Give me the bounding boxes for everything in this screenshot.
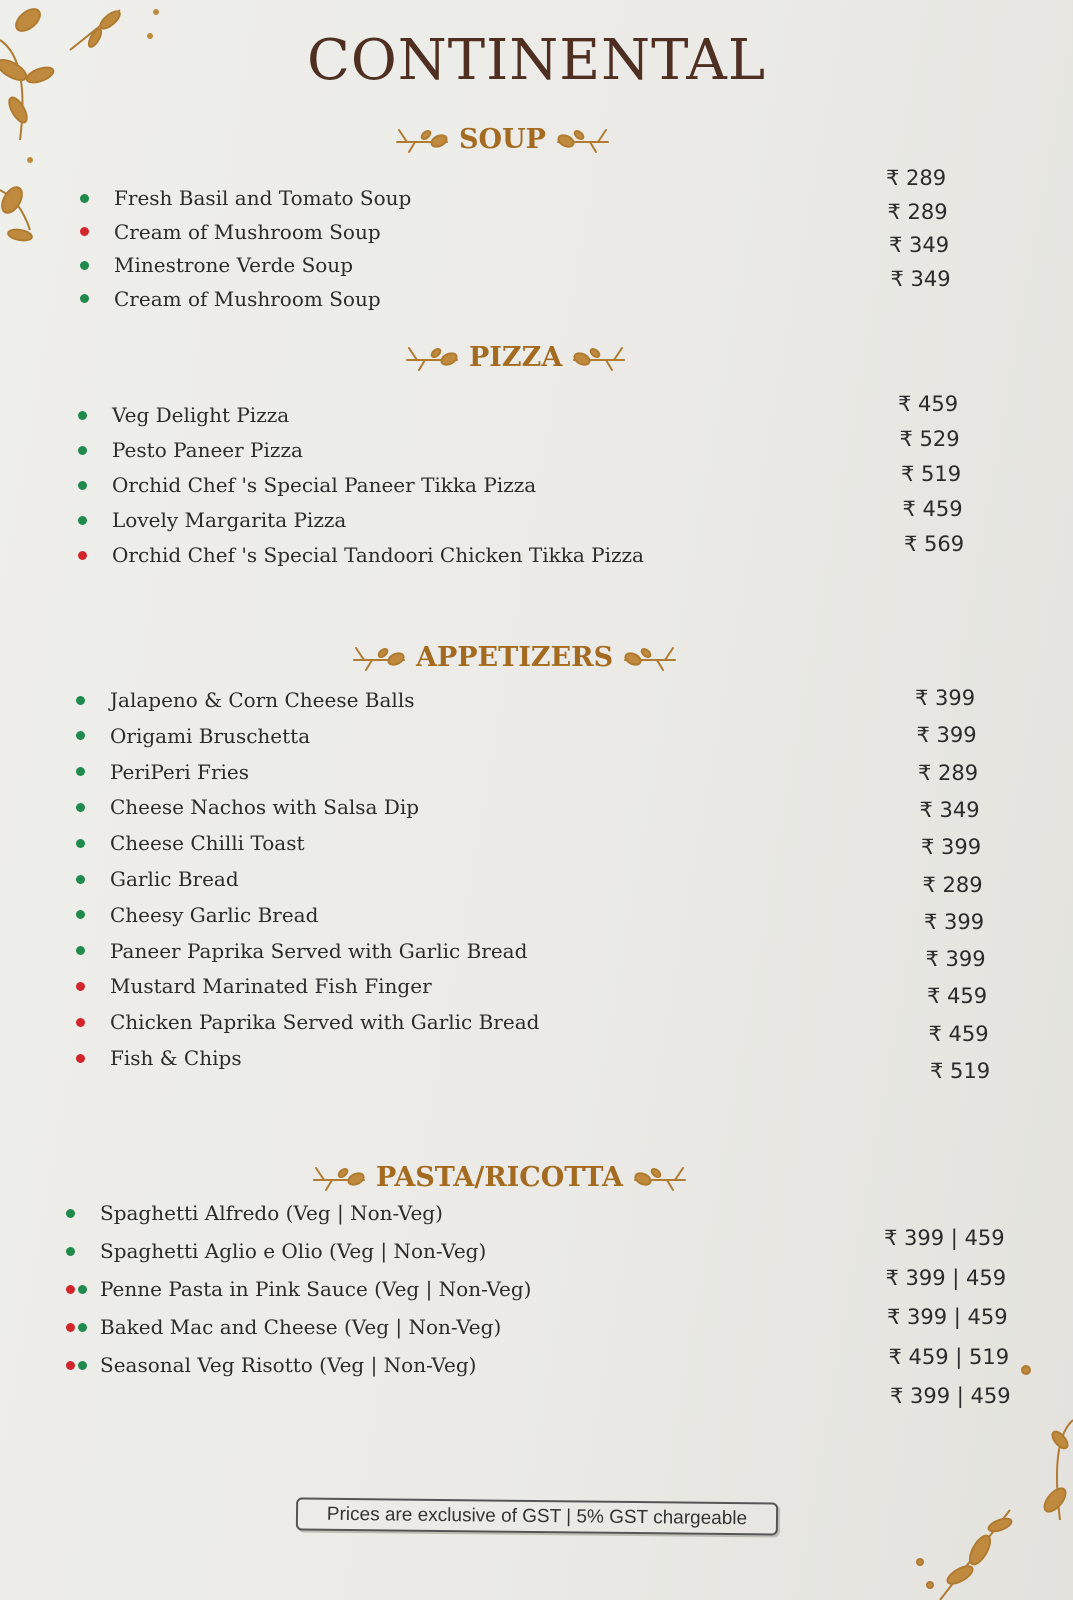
diet-indicator xyxy=(76,875,110,884)
menu-item-name: Cheese Nachos with Salsa Dip xyxy=(110,795,420,820)
menu-item xyxy=(78,543,644,567)
veg-dot-icon xyxy=(66,1209,75,1218)
menu-item-price: ₹ 519 xyxy=(901,462,962,486)
veg-dot-icon xyxy=(78,481,87,490)
veg-dot-icon xyxy=(78,446,87,455)
menu-item-price: ₹ 399 xyxy=(916,723,977,748)
menu-item-name: Chicken Paprika Served with Garlic Bread xyxy=(110,1010,540,1035)
menu-item-name: Minestrone Verde Soup xyxy=(114,253,353,277)
section-title-pasta-ricotta xyxy=(310,1160,689,1194)
menu-item-price: ₹ 399 xyxy=(924,909,985,934)
veg-dot-icon xyxy=(76,803,85,812)
leaf-sprig-icon xyxy=(554,122,612,156)
menu-item xyxy=(78,508,346,532)
section-title-label: SOUP xyxy=(459,123,546,155)
menu-item xyxy=(76,795,419,819)
menu-item-name: Cream of Mushroom Soup xyxy=(114,286,381,311)
menu-item-price: ₹ 349 xyxy=(889,233,950,257)
menu-item xyxy=(78,473,536,497)
diet-indicator xyxy=(76,1054,110,1063)
nonveg-dot-icon xyxy=(78,551,87,560)
menu-item xyxy=(80,220,381,244)
nonveg-dot-icon xyxy=(76,982,85,991)
diet-indicator xyxy=(80,261,114,270)
menu-item xyxy=(80,253,353,277)
leaf-sprig-icon xyxy=(350,640,408,674)
menu-item-name: Orchid Chef 's Special Paneer Tikka Pizza xyxy=(112,473,537,497)
leaf-sprig-icon xyxy=(631,1160,689,1194)
menu-item xyxy=(78,403,289,427)
menu-item-name: Garlic Bread xyxy=(110,867,239,891)
leaf-sprig-icon xyxy=(393,122,451,156)
menu-item xyxy=(76,760,249,784)
menu-item-name: Paneer Paprika Served with Garlic Bread xyxy=(110,938,528,963)
veg-dot-icon xyxy=(78,1285,87,1294)
menu-item-name: Jalapeno & Corn Cheese Balls xyxy=(110,688,415,712)
veg-dot-icon xyxy=(76,696,85,705)
menu-item-name: Baked Mac and Cheese (Veg | Non-Veg) xyxy=(100,1315,502,1339)
menu-item-price: ₹ 289 xyxy=(918,760,979,785)
menu-item-name: Cream of Mushroom Soup xyxy=(114,219,381,244)
diet-indicator xyxy=(76,767,110,776)
veg-dot-icon xyxy=(78,1323,87,1332)
menu-item-name: Pesto Paneer Pizza xyxy=(112,438,303,462)
menu-item-price: ₹ 289 xyxy=(922,872,983,897)
diet-indicator xyxy=(80,194,114,203)
section-title-label: PASTA/RICOTTA xyxy=(376,1161,623,1193)
section-title-soup xyxy=(393,122,612,156)
menu-item-name: Lovely Margarita Pizza xyxy=(112,508,347,532)
diet-indicator xyxy=(66,1361,100,1370)
gst-note: Prices are exclusive of GST | 5% GST chargeable xyxy=(296,1497,778,1535)
menu-item-price: ₹ 399 | 459 xyxy=(890,1384,1011,1408)
menu-item-price: ₹ 399 | 459 xyxy=(887,1305,1008,1329)
menu-item xyxy=(66,1353,476,1377)
diet-indicator xyxy=(76,982,110,991)
menu-item-name: Spaghetti Aglio e Olio (Veg | Non-Veg) xyxy=(100,1239,487,1263)
diet-indicator xyxy=(78,446,112,455)
diet-indicator xyxy=(66,1323,100,1332)
menu-item-name: Penne Pasta in Pink Sauce (Veg | Non-Veg) xyxy=(100,1277,532,1301)
menu-item-name: Origami Bruschetta xyxy=(110,723,311,748)
leaf-sprig-icon xyxy=(310,1160,368,1194)
nonveg-dot-icon xyxy=(66,1285,75,1294)
nonveg-dot-icon xyxy=(80,227,89,236)
leaf-sprig-icon xyxy=(570,340,628,374)
menu-item-price: ₹ 399 xyxy=(921,835,982,860)
diet-indicator xyxy=(66,1209,100,1218)
diet-indicator xyxy=(78,516,112,525)
menu-item-name: Fresh Basil and Tomato Soup xyxy=(114,186,412,210)
menu-item-name: Veg Delight Pizza xyxy=(112,403,290,427)
veg-dot-icon xyxy=(76,731,85,740)
menu-item xyxy=(66,1315,501,1339)
menu-item xyxy=(78,438,303,462)
section-title-pizza xyxy=(403,340,628,374)
veg-dot-icon xyxy=(76,839,85,848)
diet-indicator xyxy=(66,1285,100,1294)
menu-item xyxy=(76,939,527,963)
diet-indicator xyxy=(78,411,112,420)
diet-indicator xyxy=(78,481,112,490)
menu-item-price: ₹ 399 | 459 xyxy=(885,1265,1007,1290)
menu-item-price: ₹ 289 xyxy=(886,166,947,190)
menu-item-price: ₹ 459 | 519 xyxy=(888,1344,1010,1369)
menu-item-price: ₹ 529 xyxy=(899,427,960,451)
menu-item xyxy=(76,867,239,891)
menu-item xyxy=(66,1277,531,1301)
menu-item xyxy=(76,903,318,927)
diet-indicator xyxy=(76,731,110,740)
menu-item xyxy=(80,287,381,311)
veg-dot-icon xyxy=(76,910,85,919)
veg-dot-icon xyxy=(78,1361,87,1370)
nonveg-dot-icon xyxy=(66,1361,75,1370)
menu-item-price: ₹ 399 xyxy=(915,686,976,710)
menu-item-name: Cheese Chilli Toast xyxy=(110,831,305,856)
veg-dot-icon xyxy=(80,194,89,203)
menu-item-price: ₹ 459 xyxy=(898,392,959,416)
menu-item-name: Seasonal Veg Risotto (Veg | Non-Veg) xyxy=(100,1353,477,1377)
menu-item xyxy=(76,1046,242,1070)
leaf-sprig-icon xyxy=(403,340,461,374)
veg-dot-icon xyxy=(76,767,85,776)
diet-indicator xyxy=(76,946,110,955)
veg-dot-icon xyxy=(80,261,89,270)
veg-dot-icon xyxy=(66,1247,75,1256)
nonveg-dot-icon xyxy=(66,1323,75,1332)
menu-item-name: Fish & Chips xyxy=(110,1046,242,1070)
veg-dot-icon xyxy=(78,411,87,420)
menu-item xyxy=(76,724,310,748)
menu-item-name: Orchid Chef 's Special Tandoori Chicken Tikka Pizza xyxy=(112,543,644,567)
menu-item-price: ₹ 519 xyxy=(930,1059,991,1083)
diet-indicator xyxy=(76,696,110,705)
menu-item-price: ₹ 349 xyxy=(890,266,951,291)
menu-item xyxy=(76,688,414,712)
diet-indicator xyxy=(80,227,114,236)
menu-item-price: ₹ 289 xyxy=(887,199,948,224)
menu-item xyxy=(66,1201,443,1225)
menu-item-price: ₹ 459 xyxy=(928,1021,989,1046)
nonveg-dot-icon xyxy=(76,1018,85,1027)
diet-indicator xyxy=(76,803,110,812)
veg-dot-icon xyxy=(78,516,87,525)
veg-dot-icon xyxy=(80,294,89,303)
menu-item-price: ₹ 459 xyxy=(927,984,988,1009)
menu-item-price: ₹ 399 | 459 xyxy=(884,1226,1005,1250)
leaf-decoration-icon xyxy=(900,1340,1073,1600)
menu-item xyxy=(76,974,432,998)
diet-indicator xyxy=(76,839,110,848)
menu-item-name: PeriPeri Fries xyxy=(110,759,249,784)
menu-item-price: ₹ 399 xyxy=(925,947,986,972)
diet-indicator xyxy=(78,551,112,560)
menu-item-price: ₹ 569 xyxy=(904,532,965,556)
menu-item-price: ₹ 459 xyxy=(902,497,963,521)
section-title-appetizers xyxy=(350,640,679,674)
menu-item xyxy=(66,1239,486,1263)
diet-indicator xyxy=(66,1247,100,1256)
diet-indicator xyxy=(76,1018,110,1027)
menu-item xyxy=(76,831,305,855)
veg-dot-icon xyxy=(76,946,85,955)
section-title-label: APPETIZERS xyxy=(416,641,614,673)
menu-title: CONTINENTAL xyxy=(306,28,767,93)
menu-item-name: Spaghetti Alfredo (Veg | Non-Veg) xyxy=(100,1201,443,1225)
nonveg-dot-icon xyxy=(76,1054,85,1063)
leaf-sprig-icon xyxy=(621,640,679,674)
menu-item-price: ₹ 349 xyxy=(919,797,980,822)
diet-indicator xyxy=(76,910,110,919)
veg-dot-icon xyxy=(76,875,85,884)
menu-item-name: Mustard Marinated Fish Finger xyxy=(110,974,432,999)
menu-item-name: Cheesy Garlic Bread xyxy=(110,902,319,927)
menu-item xyxy=(76,1010,539,1034)
diet-indicator xyxy=(80,294,114,303)
menu-item xyxy=(80,186,411,210)
section-title-label: PIZZA xyxy=(469,341,563,373)
